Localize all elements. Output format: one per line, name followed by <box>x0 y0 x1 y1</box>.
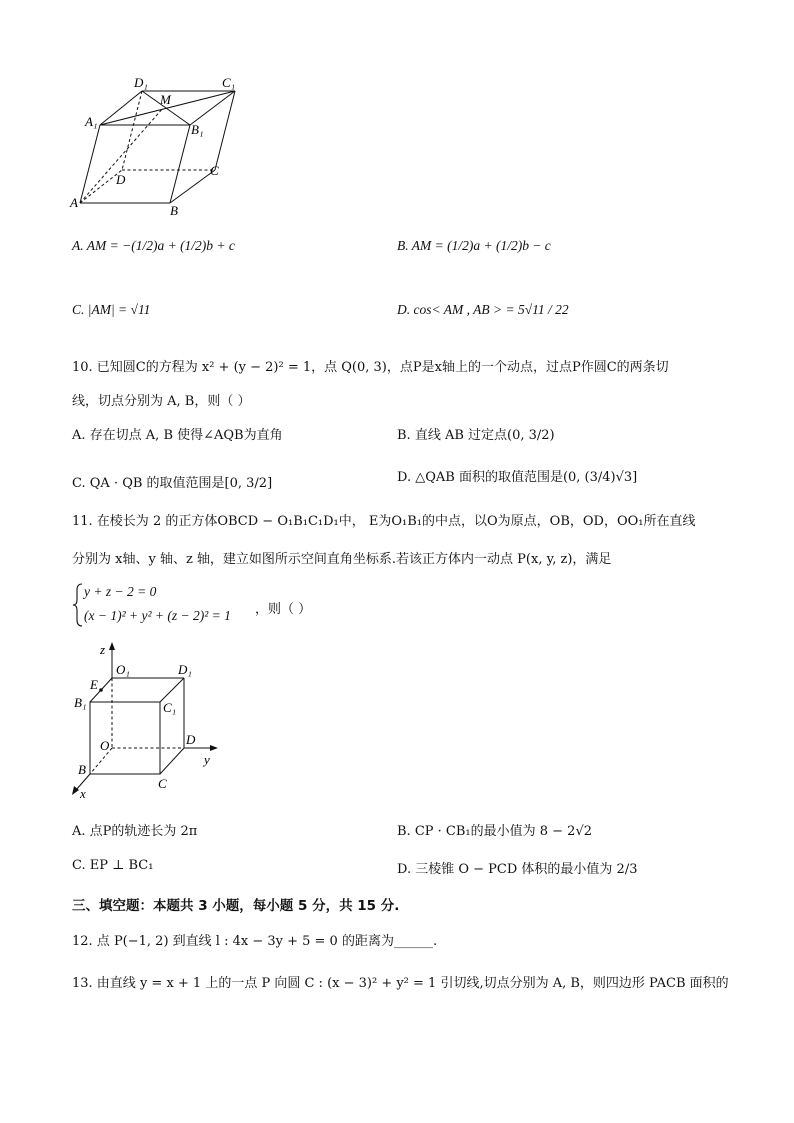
label-C: C <box>210 163 219 178</box>
q10-option-c: C. QA · QB 的取值范围是[0, 3/2] <box>72 476 273 491</box>
label-y: y <box>204 752 210 767</box>
q9-option-b: B. AM = (1/2)a + (1/2)b − c <box>397 238 551 253</box>
label-A: A <box>70 195 78 210</box>
label-B1-cube: B₁ <box>74 695 87 710</box>
q10-stem-line1: 10. 已知圆C的方程为 x² + (y − 2)² = 1，点 Q(0, 3)，点P是x轴上的一个动点，过点P作圆C的两条切 <box>72 360 669 375</box>
label-B: B <box>170 203 178 218</box>
q11-stem-line2: 分别为 x轴、y 轴、z 轴，建立如图所示空间直角坐标系.若该正方体内一动点 P(x, y, z)，满足 <box>72 552 612 567</box>
cube-axes-figure <box>62 640 232 805</box>
label-E: E <box>90 677 98 692</box>
label-C1-cube: C₁ <box>163 700 177 715</box>
label-O: O <box>100 738 110 753</box>
q12-text: 12. 点 P(−1, 2) 到直线 l : 4x − 3y + 5 = 0 的距离为______. <box>72 934 438 949</box>
label-D-cube: D <box>186 732 196 747</box>
label-M: M <box>160 92 171 107</box>
label-D1: D₁ <box>134 75 148 90</box>
label-B1: B₁ <box>191 122 204 137</box>
parallelepiped-figure <box>60 70 260 220</box>
q11-stem-tail: ，则（ ） <box>255 602 312 617</box>
q9-option-d: D. cos< AM , AB > = 5√11 / 22 <box>397 302 569 317</box>
system-equation-2: (x − 1)² + y² + (z − 2)² = 1 <box>84 608 231 623</box>
q13-text: 13. 由直线 y = x + 1 上的一点 P 向圆 C : (x − 3)² + y² = 1 引切线,切点分别为 A, B，则四边形 PACB 面积的 <box>72 976 729 991</box>
q10-stem-line2: 线，切点分别为 A, B，则（ ） <box>72 394 251 409</box>
q11-option-b: B. CP · CB₁的最小值为 8 − 2√2 <box>397 824 593 839</box>
q10-option-a: A. 存在切点 A, B 使得∠AQB为直角 <box>72 428 283 443</box>
label-D1-cube: D₁ <box>178 662 192 677</box>
q9-option-c: C. |AM| = √11 <box>72 302 151 317</box>
section3-title: 三、填空题：本题共 3 小题，每小题 5 分，共 15 分. <box>72 898 400 914</box>
q11-option-d: D. 三棱锥 O − PCD 体积的最小值为 2/3 <box>397 862 638 877</box>
q11-option-a: A. 点P的轨迹长为 2π <box>72 824 198 839</box>
label-O1: O₁ <box>116 662 130 677</box>
label-D: D <box>116 172 126 187</box>
label-C1: C₁ <box>222 75 236 90</box>
q11-stem-line1: 11. 在棱长为 2 的正方体OBCD − O₁B₁C₁D₁中， E为O₁B₁的中点，以O为原点，OB，OD，OO₁所在直线 <box>72 514 696 529</box>
label-x: x <box>80 786 86 801</box>
label-C-cube: C <box>158 776 167 791</box>
system-brace <box>72 582 84 628</box>
q11-option-c: C. EP ⊥ BC₁ <box>72 858 154 873</box>
q10-option-b: B. 直线 AB 过定点(0, 3/2) <box>397 428 555 443</box>
label-A1: A₁ <box>85 114 98 129</box>
system-equation-1: y + z − 2 = 0 <box>84 584 157 599</box>
label-z: z <box>100 642 106 657</box>
label-B-cube: B <box>78 762 86 777</box>
q10-option-d: D. △QAB 面积的取值范围是(0, (3/4)√3] <box>397 470 638 485</box>
q9-option-a: A. AM = −(1/2)a + (1/2)b + c <box>72 238 235 253</box>
